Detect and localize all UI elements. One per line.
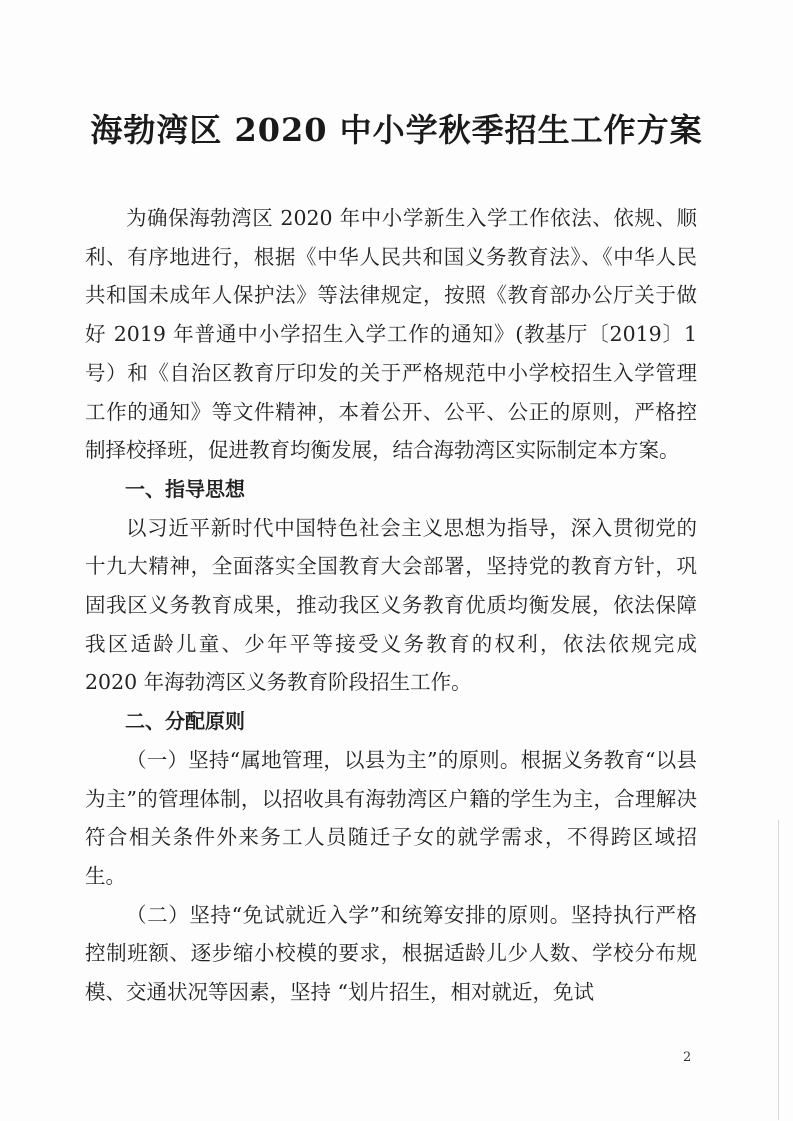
scan-edge-line bbox=[778, 820, 779, 1120]
guiding-ideology-paragraph: 以习近平新时代中国特色社会主义思想为指导，深入贯彻党的十九大精神，全面落实全国教育大会部署，坚持党的教育方针，巩固我区义务教育成果，推动我区义务教育优质均衡发展，依法保障我区适龄儿童、少年平等接受义务教育的权利，依法依规完成 2020 年海勃湾区义务教育阶段招生工作。 bbox=[85, 515, 697, 695]
principle-item-1: （一）坚持“属地管理，以县为主”的原则。根据义务教育“以县为主”的管理体制，以招收具有海勃湾区户籍的学生为主，合理解决符合相关条件外来务工人员随迁子女的就学需求，不得跨区域招生。 bbox=[85, 747, 697, 888]
document-body bbox=[85, 199, 697, 1012]
document-title: 海勃湾区 2020 中小学秋季招生工作方案 bbox=[90, 111, 703, 149]
page-number: 2 bbox=[683, 1050, 692, 1065]
section-heading-guiding-ideology: 一、指导思想 bbox=[125, 476, 245, 501]
principle-item-2: （二）坚持“免试就近入学”和统筹安排的原则。坚持执行严格控制班额、逐步缩小校模的要求，根据适龄儿少人数、学校分布规模、交通状况等因素，坚持 “划片招生，相对就近，免试 bbox=[85, 902, 697, 1005]
intro-paragraph: 为确保海勃湾区 2020 年中小学新生入学工作依法、依规、顺利、有序地进行，根据《中华人民共和国义务教育法》、《中华人民共和国未成年人保护法》等法律规定，按照《教育部办公厅关于做好 2019 年普通中小学招生入学工作的通知》(教基厅〔2019〕1 号）和《自治区教育厅印发的关于严格规范中小学校招生入学管理工作的通知》等文件精神，本着公开、公平、公正的原则，严格控制择校择班，促进教育均衡发展，结合海勃湾区实际制定本方案。 bbox=[85, 206, 697, 463]
section-heading-allocation-principles: 二、分配原则 bbox=[125, 709, 245, 734]
